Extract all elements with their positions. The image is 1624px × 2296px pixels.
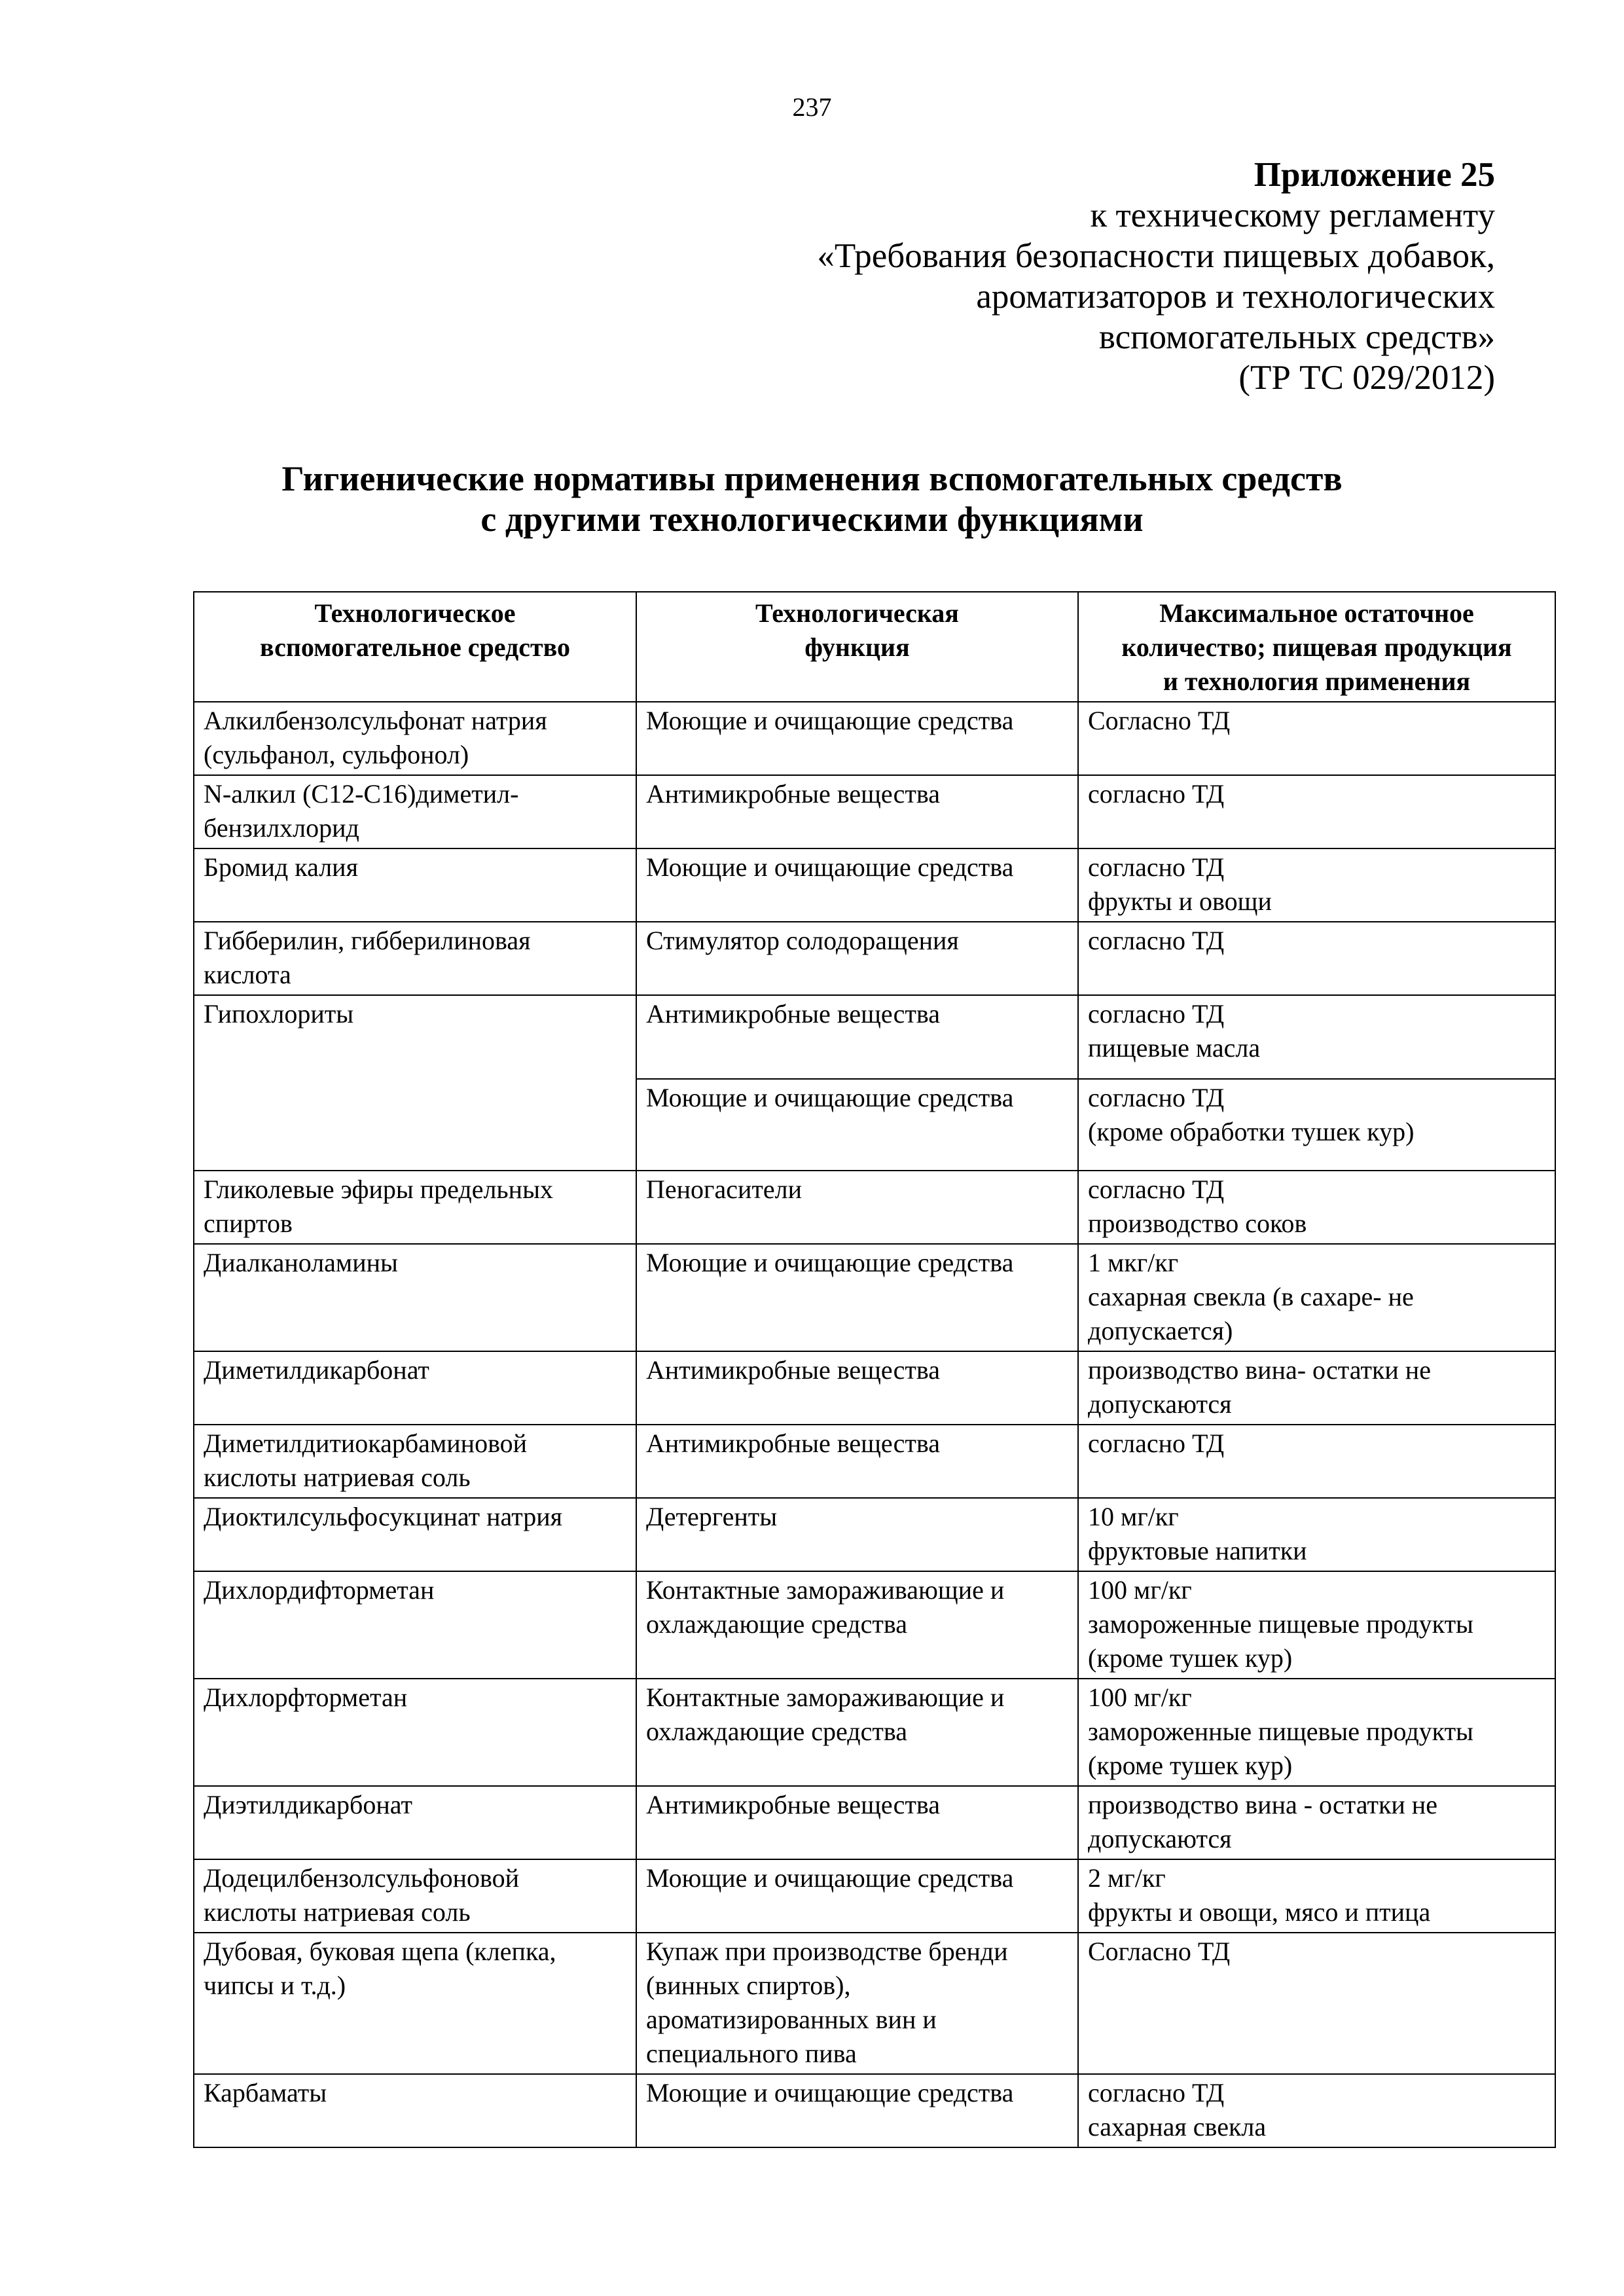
cell-agent <box>194 2074 636 2147</box>
table-header-row <box>194 592 1555 702</box>
cell-agent <box>194 1571 636 1679</box>
cell-function <box>636 922 1078 995</box>
cell-max-amount <box>1078 995 1555 1079</box>
cell-line: Диэтилдикарбонат <box>204 1790 413 1819</box>
cell-max-amount <box>1078 1498 1555 1571</box>
cell-max-amount <box>1078 1571 1555 1679</box>
cell-line: фрукты и овощи <box>1088 886 1272 916</box>
cell-line: Пеногасители <box>646 1175 802 1204</box>
cell-line: 2 мг/кг <box>1088 1863 1166 1893</box>
cell-line: N-алкил (С12-С16)диметил- <box>204 779 519 809</box>
cell-agent <box>194 1244 636 1351</box>
cell-line: Алкилбензолсульфонат натрия <box>204 706 547 735</box>
table-row <box>194 1425 1555 1498</box>
header-line: вспомогательное средство <box>260 632 570 662</box>
appendix-line: ароматизаторов и технологических <box>976 278 1495 316</box>
page-number: 237 <box>792 92 832 122</box>
table-row <box>194 1859 1555 1933</box>
table-row <box>194 922 1555 995</box>
header-line: функция <box>804 632 910 662</box>
cell-line: согласно ТД <box>1088 926 1225 955</box>
cell-line: Карбаматы <box>204 2078 327 2107</box>
cell-max-amount <box>1078 1171 1555 1244</box>
cell-max-amount <box>1078 775 1555 848</box>
table-row <box>194 1786 1555 1859</box>
appendix-title: Приложение 25 <box>1254 156 1495 194</box>
cell-line: кислоты натриевая соль <box>204 1897 471 1927</box>
cell-line: Согласно ТД <box>1088 1937 1231 1966</box>
cell-agent <box>194 922 636 995</box>
cell-function <box>636 1244 1078 1351</box>
cell-line: сахарная свекла <box>1088 2112 1267 2141</box>
cell-agent <box>194 995 636 1171</box>
cell-line: Купаж при производстве бренди <box>646 1937 1008 1966</box>
cell-function <box>636 1786 1078 1859</box>
cell-line: охлаждающие средства <box>646 1609 907 1639</box>
cell-line: специального пива <box>646 2039 857 2068</box>
cell-line: Антимикробные вещества <box>646 1429 941 1458</box>
cell-line: Моющие и очищающие средства <box>646 852 1014 882</box>
cell-line: чипсы и т.д.) <box>204 1971 346 2000</box>
cell-line: фрукты и овощи, мясо и птица <box>1088 1897 1431 1927</box>
table-row <box>194 1351 1555 1425</box>
table-row <box>194 702 1555 775</box>
cell-line: (сульфанол, сульфонол) <box>204 740 469 769</box>
norms-table <box>193 591 1556 2148</box>
cell-max-amount <box>1078 1079 1555 1171</box>
cell-line: Антимикробные вещества <box>646 1355 941 1385</box>
cell-agent <box>194 1351 636 1425</box>
cell-line: Антимикробные вещества <box>646 999 941 1029</box>
cell-max-amount <box>1078 848 1555 922</box>
cell-agent <box>194 702 636 775</box>
cell-agent <box>194 1859 636 1933</box>
cell-line: Дихлорфторметан <box>204 1683 408 1712</box>
cell-max-amount <box>1078 1351 1555 1425</box>
cell-line: Гипохлориты <box>204 999 354 1029</box>
cell-line: Гликолевые эфиры предельных <box>204 1175 553 1204</box>
cell-line: Бромид калия <box>204 852 358 882</box>
cell-function <box>636 1571 1078 1679</box>
cell-line: ароматизированных вин и <box>646 2005 937 2034</box>
cell-function <box>636 1933 1078 2074</box>
cell-line: производство вина- остатки не <box>1088 1355 1431 1385</box>
cell-line: согласно ТД <box>1088 852 1225 882</box>
table-row <box>194 1171 1555 1244</box>
header-max-amount <box>1078 592 1555 702</box>
cell-agent <box>194 1425 636 1498</box>
header-function <box>636 592 1078 702</box>
cell-function <box>636 1859 1078 1933</box>
cell-line: кислоты натриевая соль <box>204 1463 471 1492</box>
cell-line: (кроме тушек кур) <box>1088 1643 1293 1673</box>
appendix-line: к техническому регламенту <box>1090 196 1495 234</box>
cell-function <box>636 2074 1078 2147</box>
cell-line: Антимикробные вещества <box>646 1790 941 1819</box>
cell-line: бензилхлорид <box>204 813 359 843</box>
appendix-line: вспомогательных средств» <box>1098 318 1495 356</box>
cell-line: согласно ТД <box>1088 779 1225 809</box>
cell-max-amount <box>1078 702 1555 775</box>
cell-line: согласно ТД <box>1088 1175 1225 1204</box>
cell-function <box>636 1171 1078 1244</box>
header-line: и технология применения <box>1163 666 1471 696</box>
cell-line: Моющие и очищающие средства <box>646 2078 1014 2107</box>
cell-max-amount <box>1078 1425 1555 1498</box>
table-row <box>194 995 1555 1079</box>
cell-function <box>636 995 1078 1079</box>
cell-line: пищевые масла <box>1088 1033 1261 1063</box>
cell-line: допускаются <box>1088 1389 1232 1419</box>
cell-line: спиртов <box>204 1209 293 1238</box>
cell-function <box>636 1079 1078 1171</box>
table-row <box>194 775 1555 848</box>
cell-line: Гибберилин, гибберилиновая <box>204 926 531 955</box>
cell-line: (винных спиртов), <box>646 1971 851 2000</box>
header-line: Максимальное остаточное <box>1159 598 1474 628</box>
cell-line: фруктовые напитки <box>1088 1536 1307 1565</box>
cell-agent <box>194 1933 636 2074</box>
cell-line: 100 мг/кг <box>1088 1683 1192 1712</box>
cell-line: Диалканоламины <box>204 1248 398 1277</box>
document-heading <box>0 458 1624 539</box>
cell-line: замороженные пищевые продукты <box>1088 1609 1473 1639</box>
cell-function <box>636 1498 1078 1571</box>
table-row <box>194 1679 1555 1786</box>
cell-line: Контактные замораживающие и <box>646 1575 1005 1605</box>
table-row <box>194 2074 1555 2147</box>
cell-line: замороженные пищевые продукты <box>1088 1717 1473 1746</box>
table-row <box>194 1933 1555 2074</box>
cell-agent <box>194 1786 636 1859</box>
cell-line: Додецилбензолсульфоновой <box>204 1863 520 1893</box>
cell-max-amount <box>1078 1933 1555 2074</box>
table-row <box>194 848 1555 922</box>
cell-line: Детергенты <box>646 1502 778 1531</box>
cell-line: согласно ТД <box>1088 999 1225 1029</box>
cell-max-amount <box>1078 1679 1555 1786</box>
cell-line: 100 мг/кг <box>1088 1575 1192 1605</box>
cell-line: допускается) <box>1088 1316 1233 1345</box>
cell-line: охлаждающие средства <box>646 1717 907 1746</box>
cell-line: сахарная свекла (в сахаре- не <box>1088 1282 1414 1311</box>
header-line: Технологическая <box>755 598 959 628</box>
cell-line: Диоктилсульфосукцинат натрия <box>204 1502 563 1531</box>
table-row <box>194 1498 1555 1571</box>
cell-line: 1 мкг/кг <box>1088 1248 1179 1277</box>
cell-line: кислота <box>204 960 291 989</box>
cell-agent <box>194 1171 636 1244</box>
cell-line: Контактные замораживающие и <box>646 1683 1005 1712</box>
cell-line: 10 мг/кг <box>1088 1502 1179 1531</box>
cell-line: Моющие и очищающие средства <box>646 1248 1014 1277</box>
cell-function <box>636 848 1078 922</box>
cell-line: производство вина - остатки не <box>1088 1790 1437 1819</box>
cell-agent <box>194 775 636 848</box>
table-row <box>194 1571 1555 1679</box>
cell-line: (кроме тушек кур) <box>1088 1751 1293 1780</box>
cell-agent <box>194 1679 636 1786</box>
cell-line: Согласно ТД <box>1088 706 1231 735</box>
header-agent <box>194 592 636 702</box>
cell-function <box>636 775 1078 848</box>
appendix-header <box>579 155 1495 398</box>
cell-max-amount <box>1078 1786 1555 1859</box>
cell-line: производство соков <box>1088 1209 1307 1238</box>
cell-function <box>636 1351 1078 1425</box>
cell-line: (кроме обработки тушек кур) <box>1088 1117 1415 1146</box>
cell-line: Моющие и очищающие средства <box>646 1863 1014 1893</box>
appendix-line: «Требования безопасности пищевых добавок, <box>817 237 1495 275</box>
cell-max-amount <box>1078 2074 1555 2147</box>
cell-line: Моющие и очищающие средства <box>646 706 1014 735</box>
heading-line: Гигиенические нормативы применения вспомогательных средств <box>281 459 1343 498</box>
cell-line: Стимулятор солодоращения <box>646 926 959 955</box>
cell-max-amount <box>1078 922 1555 995</box>
cell-line: Дихлордифторметан <box>204 1575 435 1605</box>
header-line: Технологическое <box>314 598 516 628</box>
header-line: количество; пищевая продукция <box>1121 632 1512 662</box>
cell-function <box>636 1679 1078 1786</box>
cell-max-amount <box>1078 1859 1555 1933</box>
cell-line: Антимикробные вещества <box>646 779 941 809</box>
cell-line: Дубовая, буковая щепа (клепка, <box>204 1937 556 1966</box>
cell-line: согласно ТД <box>1088 2078 1225 2107</box>
cell-function <box>636 702 1078 775</box>
cell-agent <box>194 848 636 922</box>
cell-function <box>636 1425 1078 1498</box>
appendix-line: (ТР ТС 029/2012) <box>1238 359 1495 397</box>
heading-line: с другими технологическими функциями <box>480 500 1144 539</box>
cell-agent <box>194 1498 636 1571</box>
table-row <box>194 1244 1555 1351</box>
cell-line: Диметилдикарбонат <box>204 1355 429 1385</box>
cell-line: согласно ТД <box>1088 1429 1225 1458</box>
cell-line: Моющие и очищающие средства <box>646 1083 1014 1112</box>
cell-max-amount <box>1078 1244 1555 1351</box>
cell-line: согласно ТД <box>1088 1083 1225 1112</box>
cell-line: допускаются <box>1088 1824 1232 1853</box>
cell-line: Диметилдитиокарбаминовой <box>204 1429 528 1458</box>
